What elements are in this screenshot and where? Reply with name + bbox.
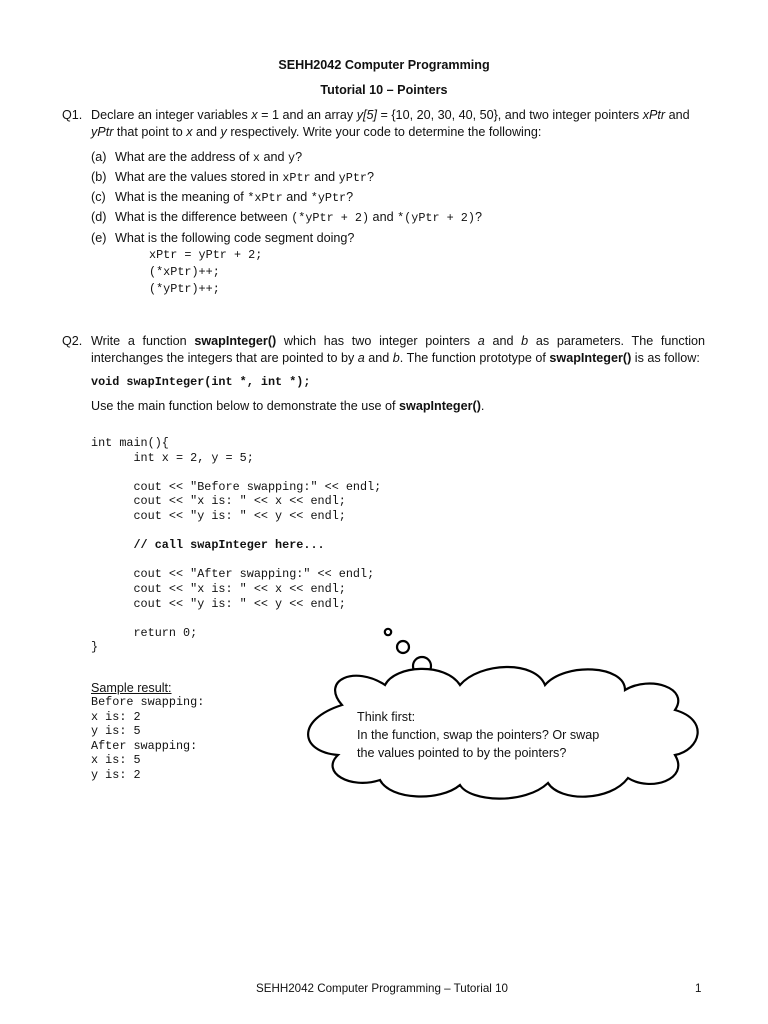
main-code-line: return 0; [91,625,198,640]
tutorial-title: Tutorial 10 – Pointers [320,83,448,97]
main-code-line: cout << "y is: " << y << endl; [91,508,346,523]
q2-text-line-2: interchanges the integers that are pointed to by a and b. The function prototype of swapInteger() is as follow: [91,351,700,365]
q1-intro-line-1: Declare an integer variables x = 1 and an array y[5] = {10, 20, 30, 40, 50}, and two integer pointers xPtr and [91,108,690,122]
main-code-line: } [91,640,99,655]
main-code-line: cout << "y is: " << y << endl; [91,596,346,611]
thought-cloud [280,620,720,810]
main-code-line [91,465,381,480]
q1-item-b: (b) What are the values stored in xPtr and yPtr? [91,170,374,185]
q1-number: Q1. [62,108,83,122]
main-code-line [91,553,381,568]
q2-text-line-1: Write a function swapInteger() which has two integer pointers a and b as parameters. The function [91,334,706,348]
course-title: SEHH2042 Computer Programming [278,58,490,72]
q1-item-e: (e) What is the following code segment doing? [91,231,355,245]
main-code-line: int x = 2, y = 5; [91,450,254,465]
q1-item-a: (a) What are the address of x and y? [91,150,303,165]
cloud-line-2: In the function, swap the pointers? Or swap [357,728,600,742]
cloud-line-3: the values pointed to by the pointers? [357,746,567,760]
sample-result-line: Before swapping: [91,695,205,709]
main-code-line [91,524,381,539]
q1-code-line-2: (*xPtr)++; [149,265,220,279]
main-code-line: cout << "x is: " << x << endl; [91,581,346,596]
cloud-line-1: Think first: [357,710,416,724]
main-code-line: int main(){ [91,436,169,450]
q1-code-line-3: (*yPtr)++; [149,282,220,296]
thought-bubble-medium [397,641,409,653]
sample-result-line: x is: 5 [91,753,141,767]
q2-use-line: Use the main function below to demonstrate the use of swapInteger(). [91,399,485,413]
main-code-line: cout << "x is: " << x << endl; [91,494,346,509]
q1-intro-line-2: yPtr that point to x and y respectively. Write your code to determine the following: [91,125,542,139]
q2-number: Q2. [62,334,83,348]
function-prototype: void swapInteger(int *, int *); [91,375,311,389]
main-code-line: // call swapInteger here... [91,538,325,553]
sample-result-line: x is: 2 [91,709,141,724]
sample-result-block [91,695,204,782]
sample-result-line: y is: 5 [91,724,141,738]
main-code-line: cout << "After swapping:" << endl; [91,567,375,582]
main-code-line: cout << "Before swapping:" << endl; [91,479,382,494]
page-number: 1 [695,982,702,995]
q1-item-d: (d) What is the difference between (*yPtr + 2) and *(yPtr + 2)? [91,210,482,225]
footer-text: SEHH2042 Computer Programming – Tutorial 10 [256,982,508,995]
sample-result-label: Sample result: [91,681,172,695]
q1-item-c: (c) What is the meaning of *xPtr and *yPtr? [91,190,354,205]
sample-result-line: y is: 2 [91,767,141,782]
thought-bubble-small [385,629,391,635]
sample-result-line: After swapping: [91,738,198,753]
q1-code-line-1: xPtr = yPtr + 2; [149,248,263,262]
